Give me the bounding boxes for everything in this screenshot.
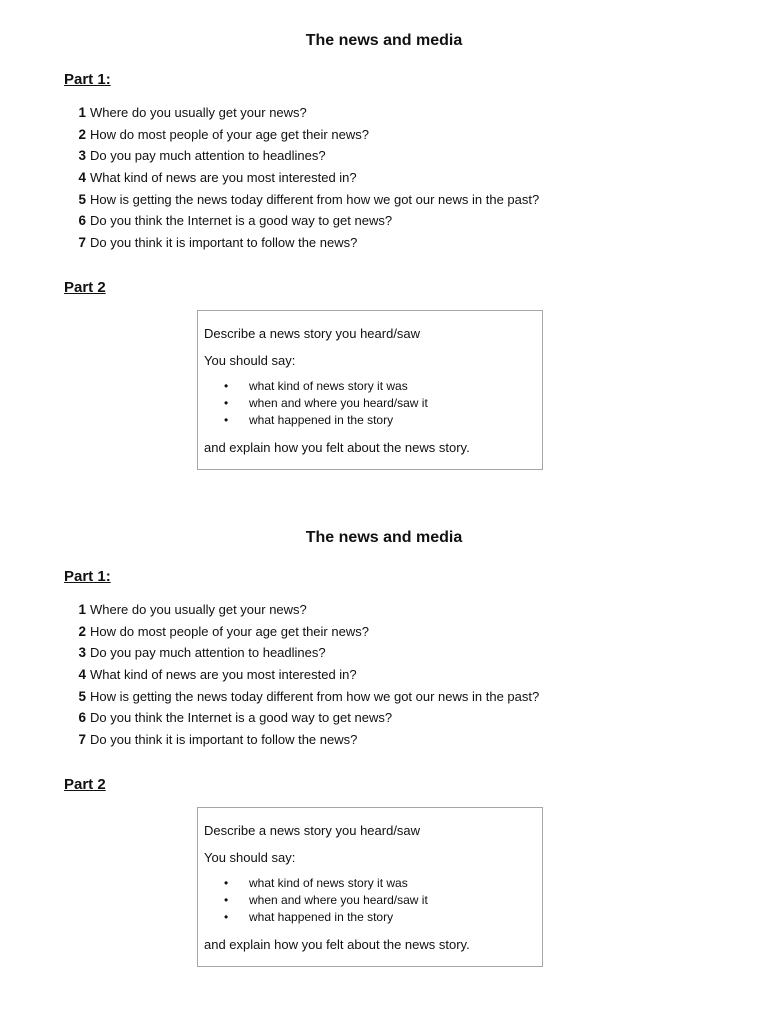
question-item — [70, 664, 539, 686]
question-item — [70, 232, 539, 254]
cue-card-bullet — [224, 395, 428, 412]
cue-card-bullet — [224, 378, 428, 395]
cue-card-prompt: You should say: — [204, 353, 296, 368]
part2-heading: Part 2 — [64, 776, 106, 793]
bullet-icon: • — [224, 413, 229, 427]
part1-heading: Part 1: — [64, 568, 111, 585]
question-list — [70, 102, 539, 254]
bullet-icon: • — [224, 893, 229, 907]
cue-card-prompt: You should say: — [204, 850, 296, 865]
question-number: 1 — [78, 602, 86, 617]
cue-card-bullet-text: what kind of news story it was — [249, 876, 408, 890]
question-number: 6 — [78, 710, 86, 726]
question-text: Do you think the Internet is a good way to get news? — [90, 213, 393, 229]
bullet-icon: • — [224, 910, 229, 924]
question-item — [70, 621, 539, 643]
question-text: How do most people of your age get their news? — [90, 126, 369, 142]
question-text: Do you think the Internet is a good way to get news? — [90, 710, 393, 726]
question-item — [70, 642, 539, 664]
question-text: Do you think it is important to follow the news? — [90, 235, 358, 251]
cue-card-bullet — [224, 892, 428, 909]
cue-card-bullet-text: when and where you heard/saw it — [249, 893, 428, 907]
question-text: Where do you usually get your news? — [90, 105, 307, 120]
question-item — [70, 189, 539, 211]
question-text: How do most people of your age get their news? — [90, 623, 369, 639]
cue-card-bullet — [224, 909, 428, 926]
question-number: 2 — [78, 623, 86, 639]
cue-card-bullet-text: what kind of news story it was — [249, 379, 408, 393]
question-list — [70, 599, 539, 751]
document-title: The news and media — [305, 529, 463, 546]
question-item — [70, 124, 539, 146]
question-number: 3 — [78, 148, 86, 164]
worksheet-section-1 — [0, 0, 768, 480]
question-number: 1 — [78, 105, 86, 120]
cue-card-bullet-list — [224, 875, 428, 926]
question-text: Do you pay much attention to headlines? — [90, 645, 326, 661]
question-number: 6 — [78, 213, 86, 229]
bullet-icon: • — [224, 396, 229, 410]
cue-card-bullet-text: when and where you heard/saw it — [249, 396, 428, 410]
question-text: What kind of news are you most interested in? — [90, 667, 357, 683]
cue-card-bullet — [224, 412, 428, 429]
question-item — [70, 599, 539, 621]
question-text: Do you pay much attention to headlines? — [90, 148, 326, 164]
question-number: 4 — [78, 170, 86, 186]
cue-card-bullet-text: what happened in the story — [249, 910, 394, 924]
question-number: 5 — [78, 688, 86, 704]
cue-card-bullet-list — [224, 378, 428, 429]
question-item — [70, 102, 539, 124]
question-number: 7 — [78, 235, 86, 251]
question-number: 5 — [78, 191, 86, 207]
cue-card-bullet — [224, 875, 428, 892]
question-number: 3 — [78, 645, 86, 661]
cue-card-closing: and explain how you felt about the news story. — [204, 937, 470, 952]
cue-card — [197, 310, 543, 470]
question-item — [70, 145, 539, 167]
cue-card — [197, 807, 543, 967]
question-text: How is getting the news today different from how we got our news in the past? — [90, 191, 540, 207]
question-number: 7 — [78, 732, 86, 748]
cue-card-title: Describe a news story you heard/saw — [204, 326, 421, 341]
question-text: How is getting the news today different from how we got our news in the past? — [90, 688, 540, 704]
bullet-icon: • — [224, 876, 229, 890]
question-text: Do you think it is important to follow the news? — [90, 732, 358, 748]
document-title: The news and media — [305, 32, 463, 49]
question-number: 2 — [78, 126, 86, 142]
cue-card-bullet-text: what happened in the story — [249, 413, 394, 427]
worksheet-section-2 — [0, 497, 768, 977]
question-number: 4 — [78, 667, 86, 683]
question-item — [70, 729, 539, 751]
question-item — [70, 210, 539, 232]
question-text: Where do you usually get your news? — [90, 602, 307, 617]
question-item — [70, 686, 539, 708]
part1-heading: Part 1: — [64, 71, 111, 88]
cue-card-title: Describe a news story you heard/saw — [204, 823, 421, 838]
question-item — [70, 167, 539, 189]
part2-heading: Part 2 — [64, 279, 106, 296]
bullet-icon: • — [224, 379, 229, 393]
question-item — [70, 707, 539, 729]
cue-card-closing: and explain how you felt about the news story. — [204, 440, 470, 455]
question-text: What kind of news are you most interested in? — [90, 170, 357, 186]
